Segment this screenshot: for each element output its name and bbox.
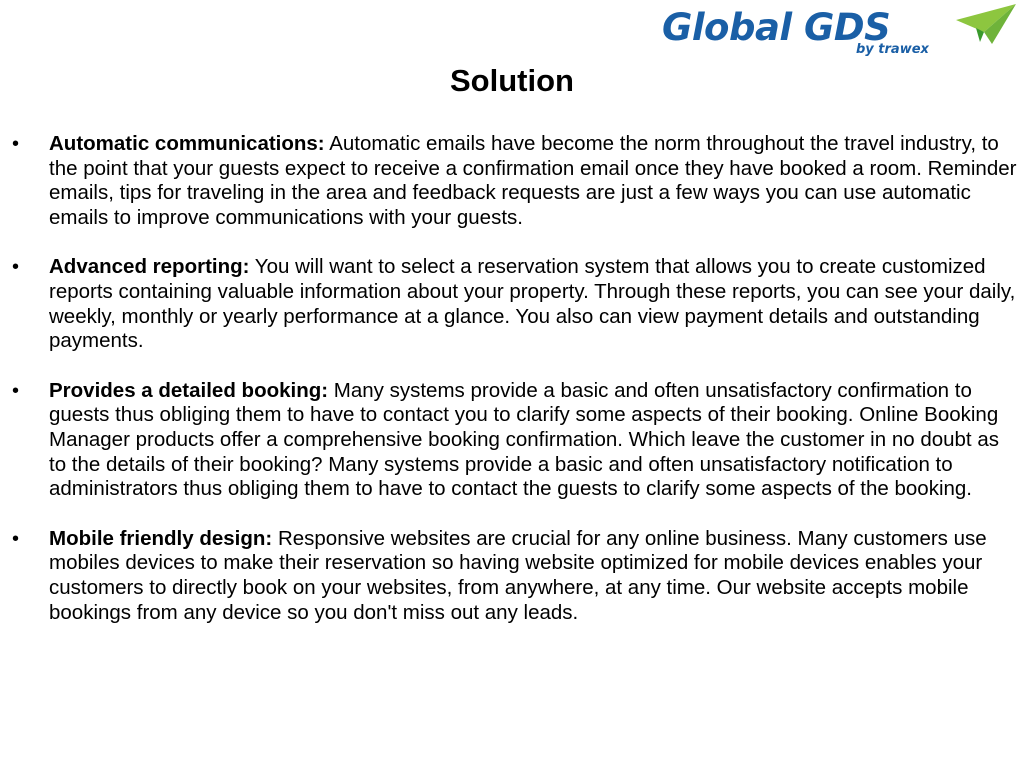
bullet-item xyxy=(12,527,1017,625)
bullet-text: Responsive websites are crucial for any online business. Many customers use mobiles devices to make their reservation so having website optimized for mobile devices enables your customers to directly book on your websites, from anywhere, at any time. Our website accepts mobile bookings from any device so you don't miss out any leads. xyxy=(49,526,987,624)
bullet-heading: Mobile friendly design: xyxy=(49,526,273,550)
bullet-item xyxy=(12,132,1017,230)
logo-tagline: by trawex xyxy=(856,42,929,57)
brand-logo xyxy=(662,2,1024,62)
bullet-list xyxy=(12,132,1017,650)
paper-plane-icon xyxy=(954,2,1018,46)
bullet-text: Many systems provide a basic and often unsatisfactory confirmation to guests thus obliging them to have to contact you to clarify some aspects of their booking. Online Booking Manager products offer a comprehensive booking confirmation. Which leave the customer in no doubt as to the details of their booking? Many systems provide a basic and often unsatisfactory notification to administrators thus obliging them to have to contact the guests to clarify some aspects of the booking. xyxy=(49,378,999,501)
logo-brand-text: Global GDS xyxy=(662,6,891,49)
bullet-heading: Provides a detailed booking: xyxy=(49,378,329,402)
bullet-marker: • xyxy=(12,133,20,155)
bullet-marker: • xyxy=(12,379,20,402)
bullet-item xyxy=(12,255,1017,353)
bullet-text: Automatic emails have become the norm throughout the travel industry, to the point that your guests expect to receive a confirmation email once they have booked a room. Reminder emails, tips for traveling in the area and feedback requests are just a few ways you can use automatic emails to improve communications with your guests. xyxy=(49,132,1017,229)
bullet-heading: Advanced reporting: xyxy=(49,255,250,279)
bullet-heading: Automatic communications: xyxy=(49,132,325,155)
slide-title: Solution xyxy=(450,63,574,98)
bullet-item xyxy=(12,379,1017,502)
bullet-marker: • xyxy=(12,256,20,279)
bullet-marker: • xyxy=(12,527,20,550)
bullet-text: You will want to select a reservation system that allows you to create customized reports containing valuable information about your property. Through these reports, you can see your daily, weekly, monthly or yearly performance at a glance. You also can view payment details and outstanding payments. xyxy=(49,255,1016,353)
